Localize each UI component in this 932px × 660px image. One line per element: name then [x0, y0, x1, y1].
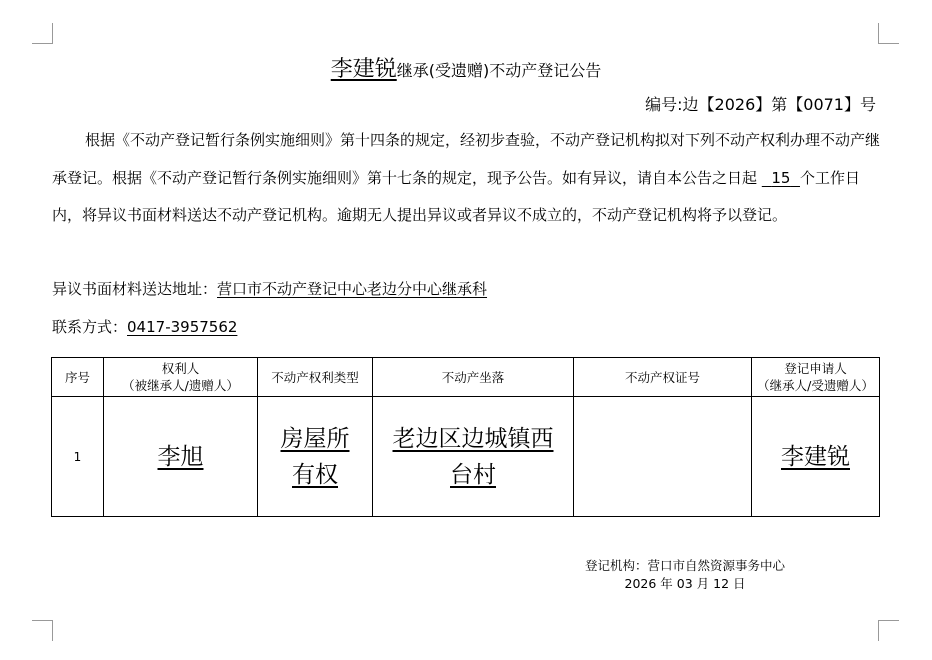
cell-holder: 李旭 [104, 397, 258, 517]
body-text-part2: 个工作日内，将异议书面材料送达不动产登记机构。逾期无人提出异议或者异议不成立的，不动产登记机构将予以登记。 [52, 168, 860, 224]
table-row [52, 397, 880, 517]
page-corner-mark [878, 23, 899, 44]
contact-label: 联系方式： [52, 318, 128, 336]
title-text: 继承(受遗赠)不动产登记公告 [396, 61, 602, 80]
page-corner-mark [32, 620, 53, 641]
notice-body [52, 122, 880, 235]
address-value: 营口市不动产登记中心老边分中心继承科 [217, 280, 488, 298]
property-table [51, 357, 880, 517]
cell-cert-number [574, 397, 752, 517]
objection-days: 15 [771, 168, 791, 187]
contact-phone: 0417-3957562 [127, 318, 238, 336]
header-location: 不动产坐落 [373, 358, 574, 397]
notice-date: 2026 年 03 月 12 日 [624, 576, 746, 591]
cell-right-type: 房屋所 有权 [258, 397, 373, 517]
header-seq: 序号 [52, 358, 104, 397]
title-applicant-name: 李建锐 [330, 57, 397, 82]
cell-location: 老边区边城镇西 台村 [373, 397, 574, 517]
cell-applicant: 李建锐 [752, 397, 880, 517]
objection-address [52, 278, 487, 299]
address-label: 异议书面材料送达地址： [52, 280, 218, 298]
cell-seq: 1 [52, 397, 104, 517]
contact-info [52, 316, 237, 337]
header-cert-number: 不动产权证号 [574, 358, 752, 397]
notice-title [0, 52, 932, 83]
table-header-row [52, 358, 880, 397]
page-corner-mark [878, 620, 899, 641]
header-right-type: 不动产权利类型 [258, 358, 373, 397]
page-corner-mark [32, 23, 53, 44]
header-applicant: 登记申请人 （继承人/受遗赠人） [752, 358, 880, 397]
serial-number: 编号:边【2026】第【0071】号 [645, 95, 876, 114]
registration-authority: 登记机构：营口市自然资源事务中心 [584, 558, 785, 573]
body-text-part1: 根据《不动产登记暂行条例实施细则》第十四条的规定，经初步查验，不动产登记机构拟对下列不动产权利办理不动产继承登记。根据《不动产登记暂行条例实施细则》第十七条的规定，现予公告。如有异议，请自本公告之日起 [52, 131, 881, 187]
header-holder: 权利人 （被继承人/遗赠人） [104, 358, 258, 397]
